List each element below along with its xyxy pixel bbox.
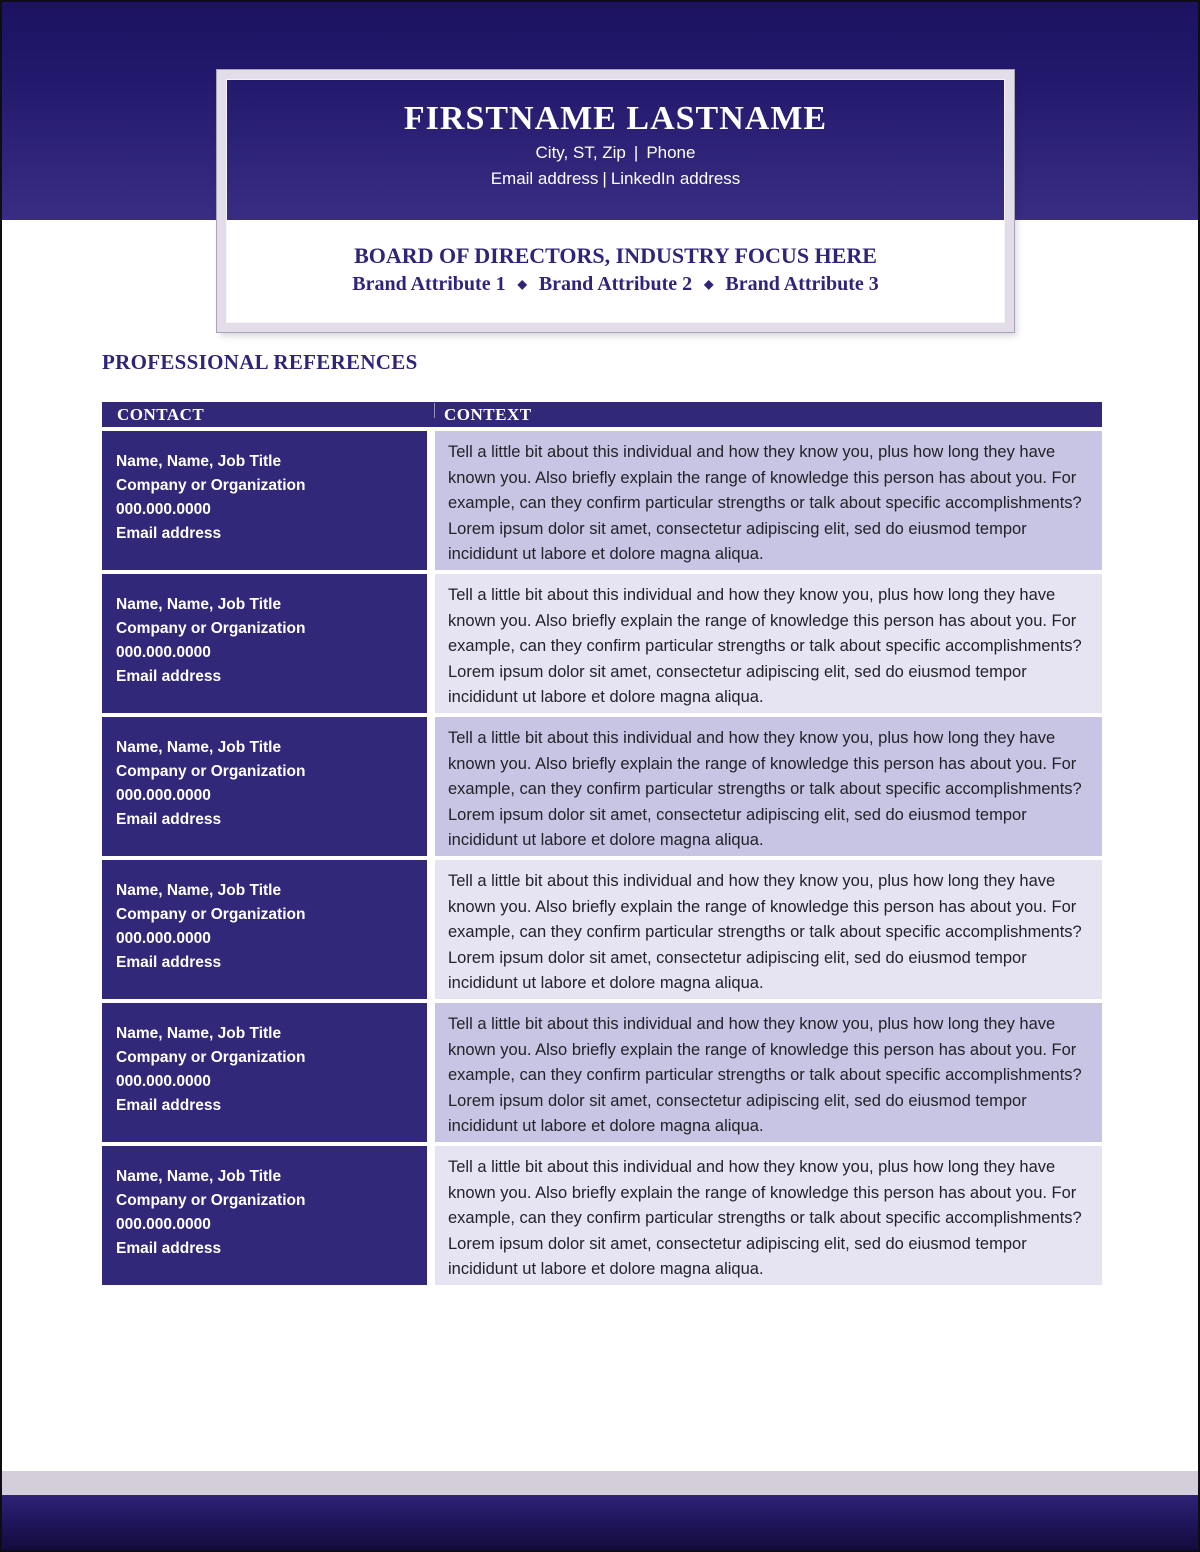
reference-company: Company or Organization xyxy=(116,906,306,923)
reference-phone: 000.000.0000 xyxy=(116,1073,211,1090)
table-row xyxy=(102,717,1102,856)
board-title: BOARD OF DIRECTORS, INDUSTRY FOCUS HERE xyxy=(354,243,877,268)
context-cell: Tell a little bit about this individual and how they know you, plus how long they have known you. Also briefly explain the range of knowledge this person has about you. For example, can they confirm particular strengths or talk about specific accomplishments? Lorem ipsum dolor sit amet, consectetur adipiscing elit, sed do eiusmod tempor incididunt ut labore et dolore magna aliqua. xyxy=(435,1146,1102,1285)
reference-name: Name, Name, Job Title xyxy=(116,1168,282,1185)
reference-name: Name, Name, Job Title xyxy=(116,453,282,470)
table-row xyxy=(102,574,1102,713)
diamond-separator-icon: ◆ xyxy=(517,277,527,291)
footer-gray-band xyxy=(2,1471,1198,1495)
reference-email: Email address xyxy=(116,525,222,542)
person-name: FIRSTNAME LASTNAME xyxy=(403,100,828,137)
context-cell: Tell a little bit about this individual and how they know you, plus how long they have known you. Also briefly explain the range of knowledge this person has about you. For example, can they confirm particular strengths or talk about specific accomplishments? Lorem ipsum dolor sit amet, consectetur adipiscing elit, sed do eiusmod tempor incididunt ut labore et dolore magna aliqua. xyxy=(435,717,1102,856)
reference-email: Email address xyxy=(116,954,222,971)
reference-company: Company or Organization xyxy=(116,477,306,494)
contact-cell xyxy=(102,431,427,570)
contact-cell xyxy=(102,1003,427,1142)
column-header-contact: CONTACT xyxy=(117,405,205,424)
table-row xyxy=(102,1003,1102,1142)
reference-company: Company or Organization xyxy=(116,1192,306,1209)
column-header-context: CONTEXT xyxy=(444,405,532,424)
reference-company: Company or Organization xyxy=(116,620,306,637)
contact-cell xyxy=(102,717,427,856)
reference-name: Name, Name, Job Title xyxy=(116,596,282,613)
context-cell: Tell a little bit about this individual and how they know you, plus how long they have known you. Also briefly explain the range of knowledge this person has about you. For example, can they confirm particular strengths or talk about specific accomplishments? Lorem ipsum dolor sit amet, consectetur adipiscing elit, sed do eiusmod tempor incididunt ut labore et dolore magna aliqua. xyxy=(435,860,1102,999)
header-card-bottom xyxy=(226,220,1005,296)
reference-email: Email address xyxy=(116,811,222,828)
diamond-separator-icon: ◆ xyxy=(704,277,714,291)
context-cell: Tell a little bit about this individual and how they know you, plus how long they have known you. Also briefly explain the range of knowledge this person has about you. For example, can they confirm particular strengths or talk about specific accomplishments? Lorem ipsum dolor sit amet, consectetur adipiscing elit, sed do eiusmod tempor incididunt ut labore et dolore magna aliqua. xyxy=(435,1003,1102,1142)
brand-attribute-1: Brand Attribute 1 xyxy=(352,273,506,295)
table-row xyxy=(102,1146,1102,1285)
context-cell: Tell a little bit about this individual and how they know you, plus how long they have known you. Also briefly explain the range of knowledge this person has about you. For example, can they confirm particular strengths or talk about specific accomplishments? Lorem ipsum dolor sit amet, consectetur adipiscing elit, sed do eiusmod tempor incididunt ut labore et dolore magna aliqua. xyxy=(435,574,1102,713)
contact-cell xyxy=(102,1146,427,1285)
reference-phone: 000.000.0000 xyxy=(116,644,211,661)
reference-name: Name, Name, Job Title xyxy=(116,739,282,756)
brand-attributes-line xyxy=(226,272,1005,296)
brand-attribute-2: Brand Attribute 2 xyxy=(538,273,693,295)
reference-email: Email address xyxy=(116,668,222,685)
brand-attribute-3: Brand Attribute 3 xyxy=(725,273,879,295)
reference-phone: 000.000.0000 xyxy=(116,1216,211,1233)
contact-line-email-linkedin xyxy=(226,168,1005,189)
reference-name: Name, Name, Job Title xyxy=(116,1025,282,1042)
table-row xyxy=(102,860,1102,999)
table-row xyxy=(102,431,1102,570)
contact-cell xyxy=(102,860,427,999)
header-card-frame xyxy=(217,70,1014,332)
reference-name: Name, Name, Job Title xyxy=(116,882,282,899)
phone: Phone xyxy=(646,143,696,162)
city-state-zip: City, ST, Zip xyxy=(535,143,626,162)
header-card-top xyxy=(226,79,1005,220)
reference-email: Email address xyxy=(116,1097,222,1114)
contact-line-location-phone xyxy=(226,142,1005,163)
linkedin-address: LinkedIn address xyxy=(610,169,741,188)
reference-phone: 000.000.0000 xyxy=(116,930,211,947)
footer-gradient-band xyxy=(2,1495,1198,1550)
reference-phone: 000.000.0000 xyxy=(116,501,211,518)
contact-cell xyxy=(102,574,427,713)
section-heading-professional-references: PROFESSIONAL REFERENCES xyxy=(102,350,418,374)
reference-company: Company or Organization xyxy=(116,763,306,780)
pipe-separator: | xyxy=(633,143,639,162)
reference-email: Email address xyxy=(116,1240,222,1257)
email-address: Email address xyxy=(490,169,599,188)
table-header-row xyxy=(102,402,1102,427)
reference-phone: 000.000.0000 xyxy=(116,787,211,804)
context-cell: Tell a little bit about this individual and how they know you, plus how long they have known you. Also briefly explain the range of knowledge this person has about you. For example, can they confirm particular strengths or talk about specific accomplishments? Lorem ipsum dolor sit amet, consectetur adipiscing elit, sed do eiusmod tempor incididunt ut labore et dolore magna aliqua. xyxy=(435,431,1102,570)
reference-company: Company or Organization xyxy=(116,1049,306,1066)
pipe-separator: | xyxy=(602,169,607,188)
references-table xyxy=(102,402,1102,1285)
